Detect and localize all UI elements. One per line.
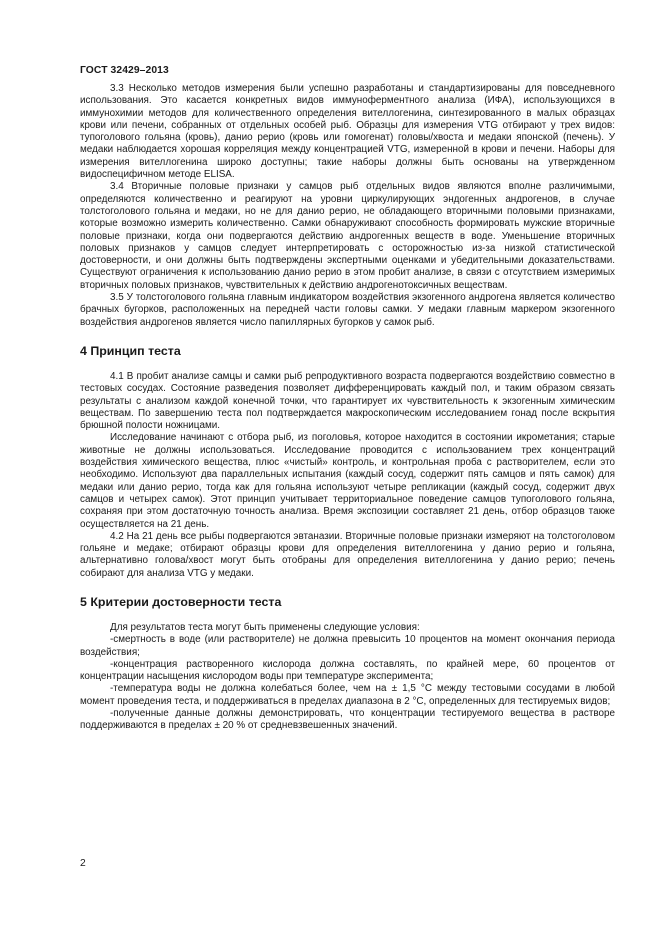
- criteria-item-oxygen: -концентрация растворенного кислорода должна составлять, по крайней мере, 60 процентов от концентрации насыщения кислородом воды при температуре эксперимента;: [80, 658, 615, 683]
- paragraph-3-3: 3.3 Несколько методов измерения были успешно разработаны и стандартизированы для повседневного использования. Это касается конкретных видов иммуноферментного анализа (ИФА), использующихся в иммунохимии методов для количественного определения вителлогенина, синтезированного в малых образцах крови или печени, собранных от отдельных особей рыб. Образцы для измерения VTG отбирают у трех видов: тупоголового гольяна (кровь), данио рерио (кровь или гомогенат) головы/хвоста и медаки японской (печень). У медаки наблюдается хорошая корреляция между концентрацией VTG, измеренной в крови и печени. Наборы для измерения вителлогенина широко доступны; такие наборы должны быть основаны на утвержденном видоспецифичном методе ELISA.: [80, 83, 615, 181]
- page-number: 2: [80, 858, 86, 869]
- criteria-intro: Для результатов теста могут быть применены следующие условия:: [110, 621, 420, 633]
- criteria-item-temperature: -температура воды не должна колебаться более, чем на ± 1,5 °С между тестовыми сосудами в любой момент проведения теста, и поддерживаться в пределах диапазона в 2 °С, определенных для тестируемых видов;: [80, 683, 615, 707]
- section-4-title: 4 Принцип теста: [80, 343, 181, 358]
- paragraph-4-1: 4.1 В пробит анализе самцы и самки рыб репродуктивного возраста подвергаются воздействию совместно в тестовых сосудах. Состояние разведения позволяет дифференцировать каждый пол, и таким образом связать результаты с анализом каждой конечной точки, что гарантирует их чувствительность к экзогенным химическим веществам. По завершению теста пол подтверждается макроскопическим исследованием гонад после вскрытия брюшной полости ножницами.: [80, 370, 615, 432]
- paragraph-4-2: 4.2 На 21 день все рыбы подвергаются эвтаназии. Вторичные половые признаки измеряют на толстоголовом гольяне и медаке; отбирают образцы крови для определения вителлогенина у данио рерио и гольяна, альтернативно голова/хвост могут быть отобраны для определения вителлогенина у данио рерио; печень собирают для анализа VTG у медаки.: [80, 530, 615, 579]
- paragraph-3-5: 3.5 У толстоголового гольяна главным индикатором воздействия экзогенного андрогена является количество брачных бугорков, расположенных на передней части головы самки. У медаки главным маркером экзогенного воздействия андрогенов является число папиллярных бугорков у самок рыб.: [80, 292, 615, 328]
- document-header: ГОСТ 32429–2013: [80, 65, 169, 76]
- section-5-title: 5 Критерии достоверности теста: [80, 594, 282, 609]
- paragraph-3-4: 3.4 Вторичные половые признаки у самцов рыб отдельных видов являются вполне различимыми, определяются количественно и реагируют на уровни циркулирующих эндогенных андрогенов, в случае толстоголового гольяна и медаки, но не для данио рерио, не обладающего вторичными половыми признаками, которые возможно измерить количественно. Самки обнаруживают способность формировать мужские вторичные половые признаки, когда они подвергаются действию андрогенных веществ в воде. Уменьшение вторичных половых признаков у самцов следует интерпретировать с осторожностью из-за низкой статистической достоверности, и они должны быть подтверждены экспертными оценками и убедительными доказательствами. Существуют ограничения к использованию данио рерио в этом пробит анализе, в связи с отсутствием измеримых вторичных половых признаков, чувствительных к действию андрогенотоксичных веществам.: [80, 181, 615, 291]
- paragraph-research: Исследование начинают с отбора рыб, из поголовья, которое находится в состоянии икрометания; старые животные не должны использоваться. Исследование проводится с использованием трех концентраций воздействия химического вещества, плюс «чистый» контроль, и контрольная проба с растворителем, если это необходимо. Используют два параллельных испытания (каждый сосуд, содержит пять самцов и пять самок) для медаки или данио рерио, тогда как для гольяна используют четыре репликации (каждый сосуд, содержит двух самцов и четырех самок). Этот принцип учитывает территориальное поведение самцов тупоголового гольяна, сохраняя при этом достаточную точность анализа. Время экспозиции составляет 21 день, отбор образцов также осуществляется на 21 день.: [80, 432, 615, 530]
- criteria-item-mortality: -смертность в воде (или растворителе) не должна превысить 10 процентов на момент окончания периода воздействия;: [80, 634, 615, 658]
- document-body: [80, 83, 615, 733]
- criteria-item-concentration: -полученные данные должны демонстрировать, что концентрации тестируемого вещества в растворе поддерживаются в пределах ± 20 % от средневзвешенных значений.: [80, 708, 615, 732]
